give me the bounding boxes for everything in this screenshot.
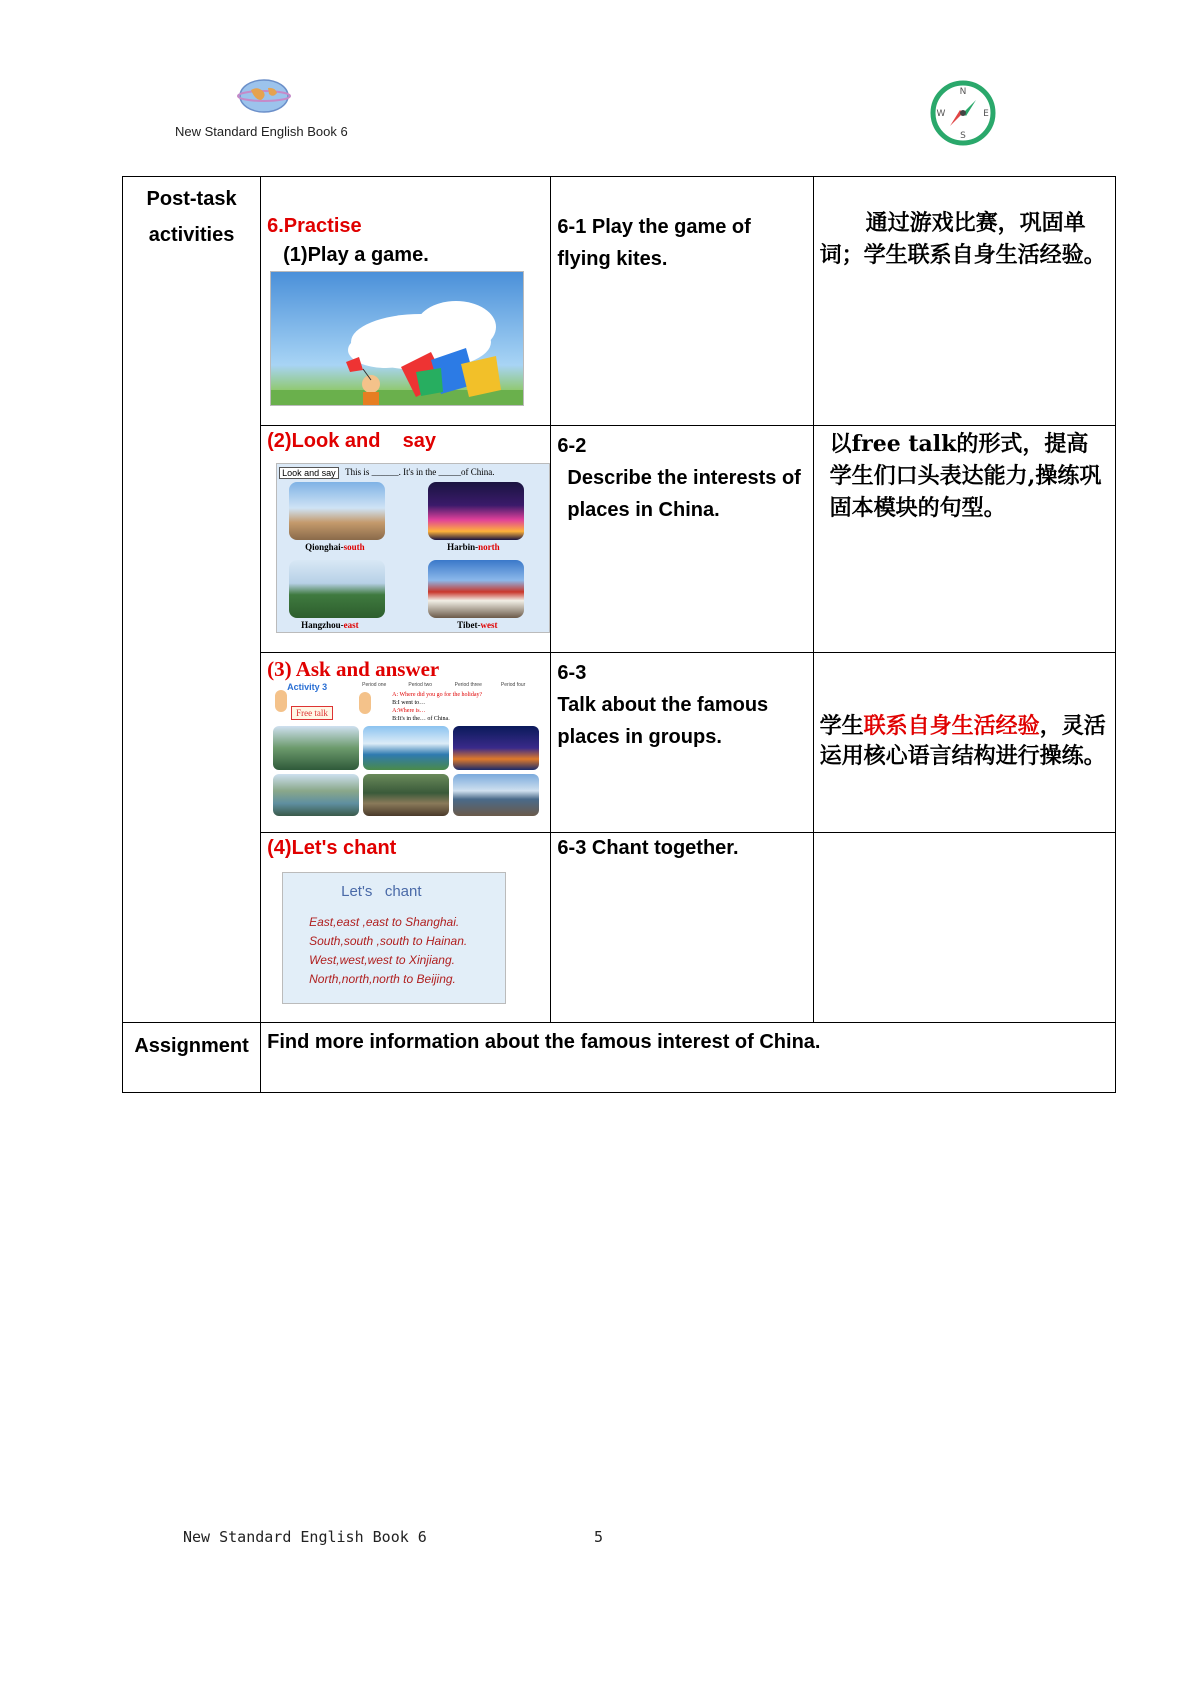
purpose-cell [813,833,1115,1023]
activity-cell [551,177,813,426]
activity-number: 6-2 [557,435,587,457]
chant-slide [282,872,506,1004]
compass-s: S [960,131,966,141]
logo-text: New Standard English Book 6 [175,124,348,139]
step-title: (4)Let's chant [267,837,397,859]
slide-tabs: Period one Period two Period three Period four [362,682,526,688]
globe-icon [237,78,291,114]
kite-game-image [270,271,524,406]
header-logo [175,72,385,142]
footer-text: New Standard English Book 6 [183,1528,427,1546]
table-row [123,177,1116,426]
dialogue-lines: A: Where did you go for the holiday? B:I went to… A:Where is… B:It's in the… of China. [392,692,483,722]
ask-and-answer-slide [267,682,549,817]
assignment-label-cell [123,1023,261,1093]
free-talk-label: Free talk [291,706,333,720]
activity-text: Describe the interests of places in China. [567,467,801,521]
slide-activity: Activity 3 [287,682,328,692]
buddha-photo [363,774,449,816]
look-and-say-slide [276,463,550,633]
purpose-text: 以free talk的形式，提高学生们口头表达能力,操练巩固本模块的句型。 [829,431,1102,521]
table-row [123,653,1116,833]
step-title: 6.Practise [267,215,362,237]
lake-photo [363,726,449,770]
caption-tibet: Tibet-west [457,620,498,630]
harbin-photo [428,482,524,540]
activity-cell [551,426,813,653]
assignment-text-cell [261,1023,1116,1093]
lesson-plan-table [122,176,1116,1093]
step-cell [261,426,551,653]
caption-hangzhou: Hangzhou-east [301,620,359,630]
step-title: (2)Look and say [267,430,437,452]
activity-text: 6-1 Play the game of flying kites. [557,216,751,270]
caption-qionghai: Qionghai-south [305,542,365,552]
qionghai-photo [289,482,385,540]
caption-harbin: Harbin-north [447,542,500,552]
assignment-label: Assignment [134,1035,249,1057]
cartoon-girl [359,692,371,714]
tibet-photo [428,560,524,618]
cartoon-boy [275,690,287,712]
activity-number: 6-3 [557,662,587,684]
purpose-text: 通过游戏比赛，巩固单词；学生联系自身生活经验。 [819,210,1106,268]
activity-cell [551,653,813,833]
purpose-cell [813,653,1115,833]
compass-w: W [936,109,946,119]
step-cell [261,833,551,1023]
step-title: (3) Ask and answer [267,657,440,681]
old-town-photo [453,774,539,816]
assignment-text: Find more information about the famous interest of China. [267,1031,821,1053]
table-row [123,426,1116,653]
step-subtitle: (1)Play a game. [283,244,429,266]
hangzhou-photo [289,560,385,618]
assignment-row [123,1023,1116,1093]
chant-title: Let's chant [341,883,422,900]
page-number: 5 [594,1528,604,1546]
activity-text: 6-3 Chant together. [557,837,739,859]
table-row [123,833,1116,1023]
activity-text: Talk about the famous places in groups. [557,694,769,748]
step-cell [261,653,551,833]
stage-cell [123,177,261,1023]
river-photo [273,774,359,816]
slide-sentence: This is ______. It's in the _____of China. [345,467,495,477]
step-cell [261,177,551,426]
purpose-cell [813,177,1115,426]
stage-label-line1: Post-task [146,188,237,210]
stage-label-line2: activities [148,224,235,246]
chant-lines: East,east ,east to Shanghai. South,south ,south to Hainan. West,west,west to Xinjiang. North,north,north to Beijing. [309,915,468,986]
compass-e: E [983,109,989,119]
purpose-cell [813,426,1115,653]
slide-tag: Look and say [279,467,339,479]
compass-icon [930,80,996,146]
city-night-photo [453,726,539,770]
compass-n: N [959,87,967,97]
activity-cell [551,833,813,1023]
guilin-photo [273,726,359,770]
purpose-text: 学生联系自身生活经验，灵活运用核心语言结构进行操练。 [819,713,1106,769]
